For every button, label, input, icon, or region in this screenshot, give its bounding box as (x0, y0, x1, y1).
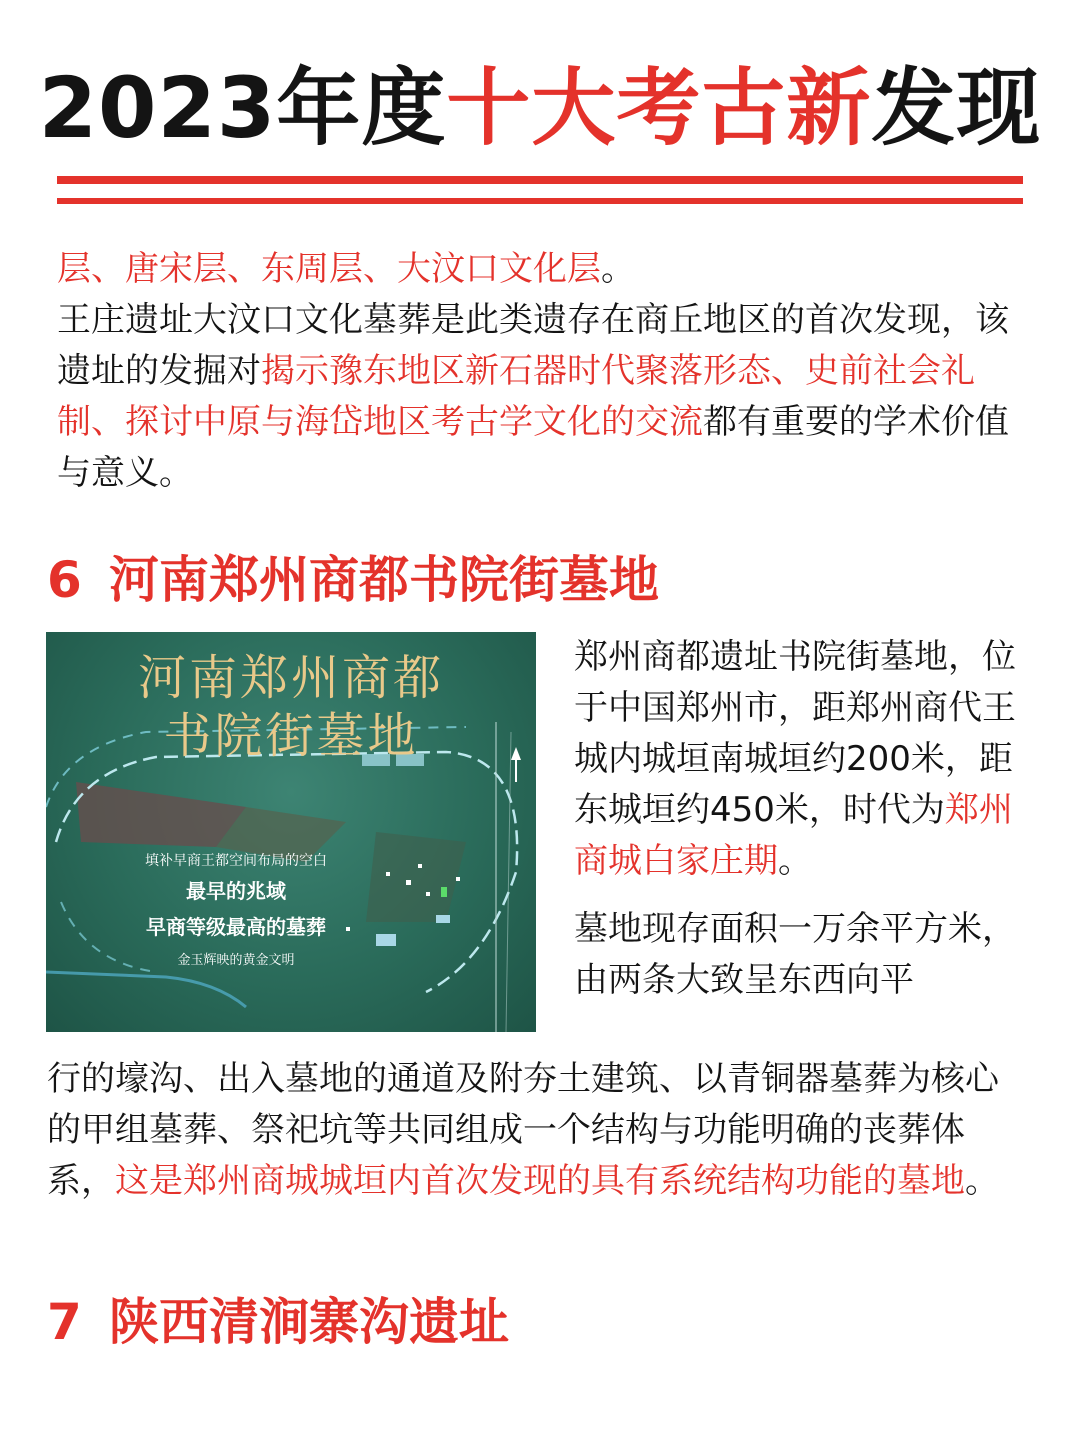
image-caption-2: 最早的兆域 (186, 879, 286, 903)
page-title (0, 58, 1080, 158)
section-6-side-text-2: 墓地现存面积一万余平方米，由两条大致呈东西向平 (574, 909, 1016, 1000)
section-7-number: 7 (47, 1293, 82, 1351)
image-caption-4: 金玉辉映的黄金文明 (177, 953, 295, 968)
tomb-site-image (46, 632, 536, 1032)
image-caption-3: 早商等级最高的墓葬 (146, 915, 326, 939)
intro-paragraph: 王庄遗址大汶口文化墓葬是此类遗存在商丘地区的首次发现，该遗址的发掘对揭示豫东地区新石器时代聚落形态、史前社会礼制、探讨中原与海岱地区考古学文化的交流都有重要的学术价值与意义。 (57, 300, 1009, 493)
section-6-title: 河南郑州商都书院街墓地 (109, 551, 659, 609)
title-underline-thin (57, 198, 1023, 204)
image-caption-1: 填补早商王都空间布局的空白 (145, 853, 327, 869)
section-6-period-highlight: 郑州商城白家庄期 (574, 790, 1013, 881)
section-7-heading (47, 1292, 509, 1352)
section-6-body: 行的壕沟、出入墓地的通道及附夯土建筑、以青铜器墓葬为核心的甲组墓葬、祭祀坑等共同组成一个结构与功能明确的丧葬体系，这是郑州商城城垣内首次发现的具有系统结构功能的墓地。 (47, 1059, 999, 1201)
intro-fragment: 层、唐宋层、东周层、大汶口文化层。 (57, 249, 635, 289)
intro-highlight: 揭示豫东地区新石器时代聚落形态、史前社会礼制、探讨中原与海岱地区考古学文化的交流 (57, 351, 975, 442)
intro-fragment-highlight: 层、唐宋层、东周层、大汶口文化层 (57, 249, 601, 289)
section-6-body-highlight: 这是郑州商城城垣内首次发现的具有系统结构功能的墓地 (115, 1161, 965, 1201)
image-title-line1: 河南郑州商都 (137, 650, 445, 706)
section-6-number: 6 (47, 551, 82, 609)
title-end: 发现 (871, 59, 1042, 157)
section-6-side-text: 郑州商都遗址书院街墓地，位于中国郑州市，距郑州商代王城内城垣南城垣约200米，距东城垣约450米，时代为郑州商城白家庄期。 (574, 637, 1016, 881)
section-6-heading (47, 550, 659, 610)
tomb-site-map (46, 632, 536, 1032)
title-year: 2023年度 (38, 59, 447, 157)
title-highlight: 十大考古新 (446, 59, 872, 157)
title-underline-thick (57, 176, 1023, 184)
image-title-line2: 书院街墓地 (163, 708, 419, 764)
section-7-title: 陕西清涧寨沟遗址 (109, 1293, 509, 1351)
